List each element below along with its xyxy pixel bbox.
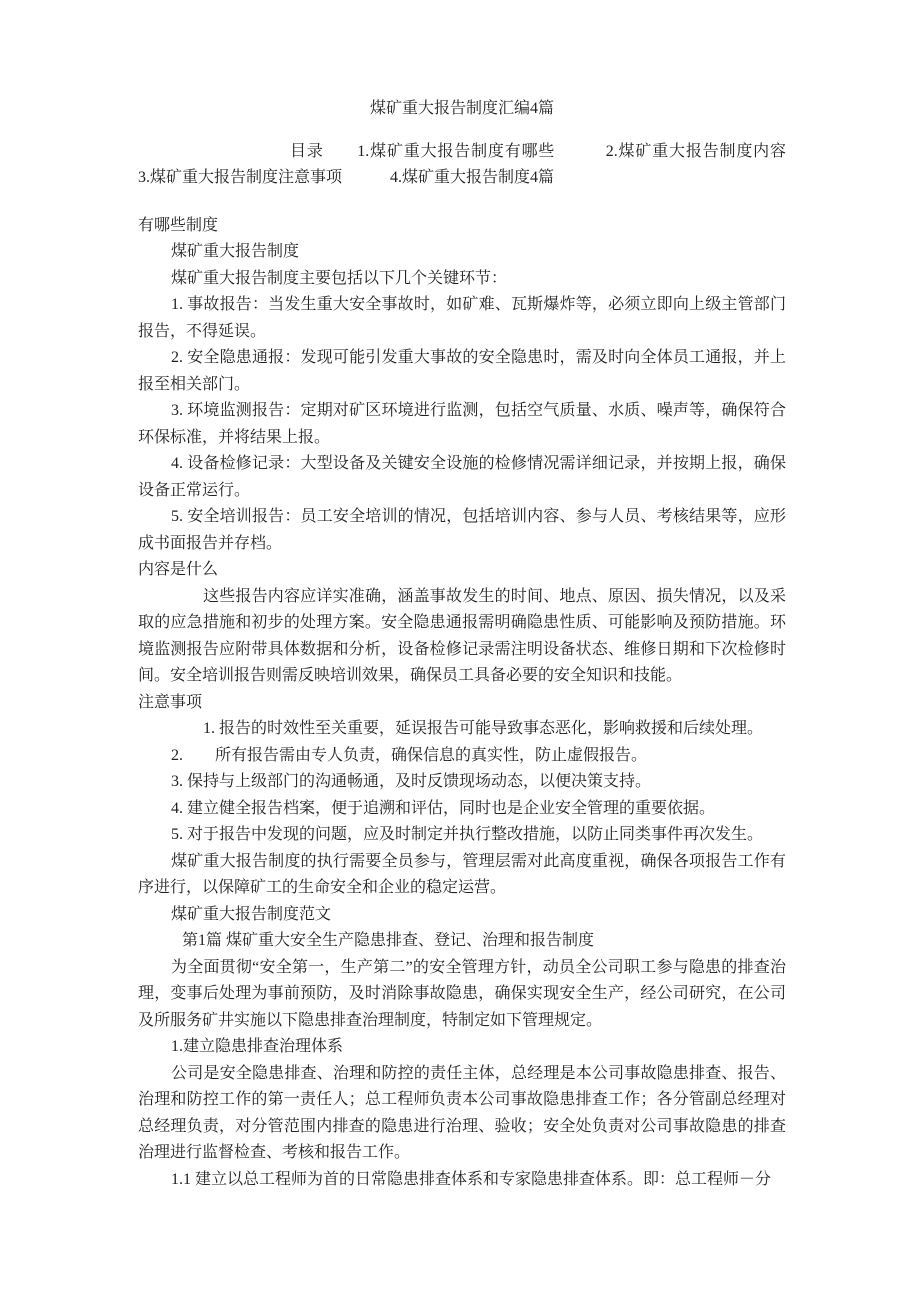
paragraph: 1. 报告的时效性至关重要，延误报告可能导致事态恶化，影响救援和后续处理。 <box>203 720 764 737</box>
paragraph: 为全面贯彻“安全第一，生产第二”的安全管理方针，动员全公司职工参与隐患的排查治理，变事后处理为事前预防，及时消除事故隐患，确保实现安全生产，经公司研究，在公司及所服务矿井实施以下隐患排查治理制度，特制定如下管理规定。 <box>138 958 786 1029</box>
paragraph: 5. 安全培训报告：员工安全培训的情况，包括培训内容、参与人员、考核结果等，应形成书面报告并存档。 <box>138 508 786 552</box>
paragraph: 5. 对于报告中发现的问题，应及时制定并执行整改措施，以防止同类事件再次发生。 <box>171 826 764 843</box>
paragraph: 2. 所有报告需由专人负责，确保信息的真实性，防止虚假报告。 <box>171 746 648 764</box>
paragraph: 注意事项 <box>138 693 203 711</box>
paragraph: 这些报告内容应详实准确，涵盖事故发生的时间、地点、原因、损失情况，以及采取的应急措施和初步的处理方案。安全隐患通报需明确隐患性质、可能影响及预防措施。环境监测报告应附带具体数据和分析，设备检修记录需注明设备状态、维修日期和下次检修时间。安全培训报告则需反映培训效果，确保员工具备必要的安全知识和技能。 <box>138 587 786 684</box>
paragraph: 4. 建立健全报告档案，便于追溯和评估，同时也是企业安全管理的重要依据。 <box>171 799 716 817</box>
paragraph: 公司是安全隐患排查、治理和防控的责任主体，总经理是本公司事故隐患排查、报告、治理和防控工作的第一责任人；总工程师负责本公司事故隐患排查工作；各分管副总经理对总经理负责，对分管范围内排查的隐患进行治理、验收；安全处负责对公司事故隐患的排查治理进行监督检查、考核和报告工作。 <box>138 1064 786 1161</box>
paragraph: 1. 事故报告：当发生重大安全事故时，如矿难、瓦斯爆炸等，必须立即向上级主管部门报告，不得延误。 <box>138 296 786 340</box>
paragraph: 4. 设备检修记录：大型设备及关键安全设施的检修情况需详细记录，并按期上报，确保设备正常运行。 <box>138 455 786 499</box>
paragraph: 煤矿重大报告制度主要包括以下几个关键环节： <box>171 269 508 287</box>
paragraph: 第1篇 煤矿重大安全生产隐患排查、登记、治理和报告制度 <box>182 932 595 949</box>
paragraph: 3. 保持与上级部门的沟通畅通，及时反馈现场动态，以便决策支持。 <box>171 773 652 790</box>
paragraph: 煤矿重大报告制度范文 <box>171 905 332 923</box>
document-title: 煤矿重大报告制度汇编4篇 <box>369 100 554 117</box>
document-body <box>138 96 835 1193</box>
paragraph: 2. 安全隐患通报：发现可能引发重大事故的安全隐患时，需及时向全体员工通报，并上报至相关部门。 <box>138 349 786 393</box>
paragraph: 目录 1.煤矿重大报告制度有哪些 2.煤矿重大报告制度内容 3.煤矿重大报告制度注意事项 4.煤矿重大报告制度4篇 <box>138 142 835 186</box>
paragraph: 1.建立隐患排查治理体系 <box>171 1038 344 1055</box>
paragraph: 煤矿重大报告制度的执行需要全员参与，管理层需对此高度重视，确保各项报告工作有序进行，以保障矿工的生命安全和企业的稳定运营。 <box>138 852 786 896</box>
paragraph: 3. 环境监测报告：定期对矿区环境进行监测，包括空气质量、水质、噪声等，确保符合环保标准，并将结果上报。 <box>138 402 786 446</box>
paragraph: 煤矿重大报告制度 <box>171 243 300 260</box>
paragraph: 有哪些制度 <box>138 216 219 234</box>
paragraph: 内容是什么 <box>138 561 219 578</box>
paragraph: 1.1 建立以总工程师为首的日常隐患排查体系和专家隐患排查体系。即：总工程师－分 <box>171 1170 772 1188</box>
